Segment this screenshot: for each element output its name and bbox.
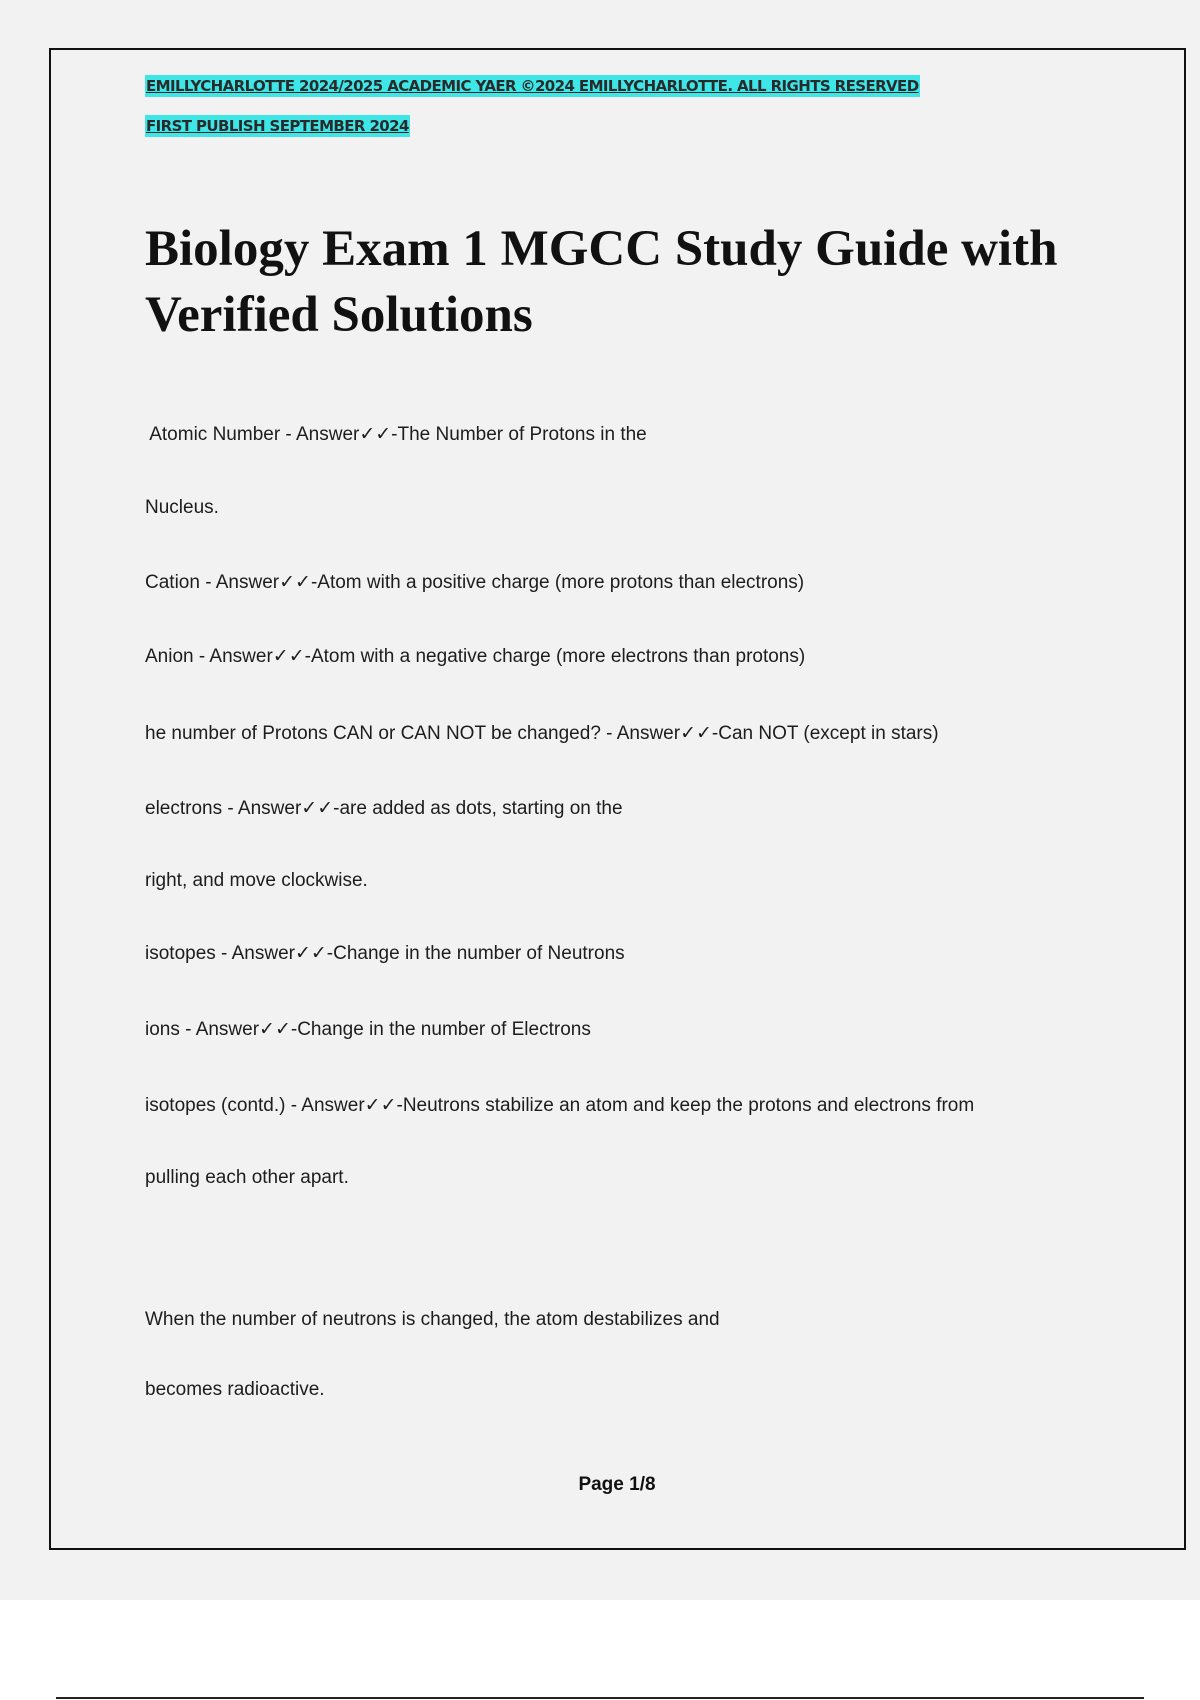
qa-line-protons: he number of Protons CAN or CAN NOT be changed? - Answer✓✓-Can NOT (except in stars) [145,723,939,744]
document-title [145,216,1105,348]
qa-line-atomic-number-cont: Nucleus. [145,497,219,518]
copyright-banner: EMILLYCHARLOTTE 2024/2025 ACADEMIC YAER ©2024 EMILLYCHARLOTTE. ALL RIGHTS RESERVED [146,77,919,95]
title-line-1: Biology Exam 1 MGCC Study Guide with [145,221,1058,277]
footer-divider [56,1697,1144,1699]
paragraph-neutrons-changed-cont: becomes radioactive. [145,1379,325,1400]
qa-line-electrons-cont: right, and move clockwise. [145,870,368,891]
qa-line-isotopes-contd: isotopes (contd.) - Answer✓✓-Neutrons stabilize an atom and keep the protons and electrons from [145,1095,975,1116]
qa-line-cation: Cation - Answer✓✓-Atom with a positive charge (more protons than electrons) [145,572,805,593]
page-number: Page 1/8 [578,1474,656,1495]
qa-line-isotopes-contd-cont: pulling each other apart. [145,1167,349,1188]
qa-line-isotopes: isotopes - Answer✓✓-Change in the number of Neutrons [145,943,625,964]
qa-line-atomic-number: Atomic Number - Answer✓✓-The Number of Protons in the [145,424,647,445]
paragraph-neutrons-changed: When the number of neutrons is changed, the atom destabilizes and [145,1309,720,1330]
qa-line-ions: ions - Answer✓✓-Change in the number of Electrons [145,1019,591,1040]
publish-date-banner: FIRST PUBLISH SEPTEMBER 2024 [146,117,409,135]
qa-line-anion: Anion - Answer✓✓-Atom with a negative charge (more electrons than protons) [145,646,806,667]
qa-line-electrons: electrons - Answer✓✓-are added as dots, starting on the [145,798,623,819]
title-line-2: Verified Solutions [145,287,533,343]
